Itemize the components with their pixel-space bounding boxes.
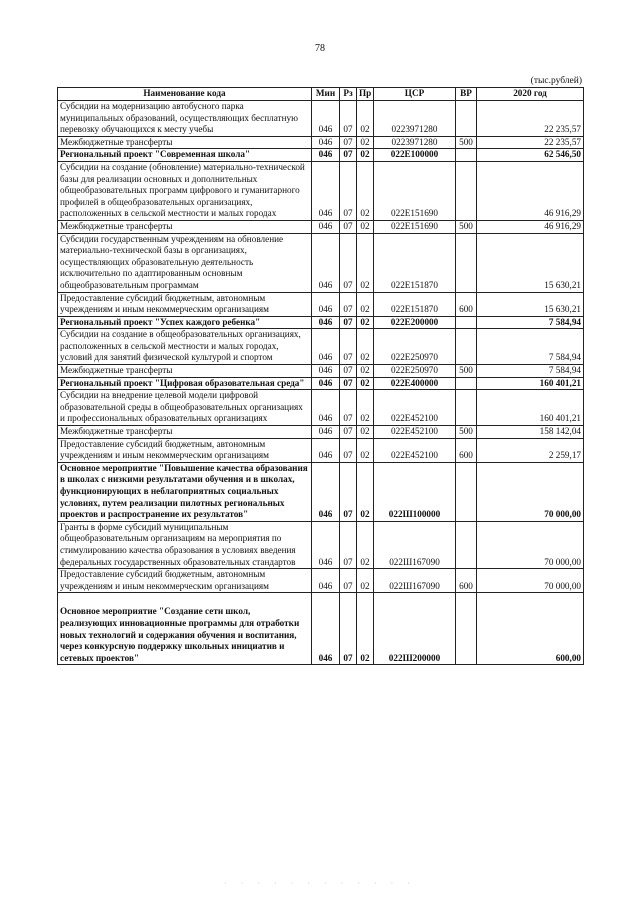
cell-vr: 600: [456, 438, 477, 462]
cell-name: Межбюджетные трансферты: [58, 136, 312, 149]
cell-pr: 02: [357, 233, 374, 292]
table-body: [58, 101, 584, 665]
cell-csr: 0223971280: [374, 136, 456, 149]
cell-csr: 022Е151870: [374, 292, 456, 316]
cell-name: Межбюджетные трансферты: [58, 365, 312, 378]
cell-vr: [456, 161, 477, 220]
scan-marks: · · · · · · · · · · · ·: [224, 879, 416, 888]
cell-csr: 022Е452100: [374, 390, 456, 426]
table-row: [58, 136, 584, 149]
cell-amount: 70 000,00: [477, 462, 584, 521]
cell-pr: 02: [357, 462, 374, 521]
table-row: [58, 233, 584, 292]
table-row: [58, 220, 584, 233]
cell-vr: [456, 101, 477, 137]
cell-pr: 02: [357, 292, 374, 316]
header-amount: 2020 год: [477, 88, 584, 101]
cell-rz: 07: [340, 426, 357, 439]
table-row: [58, 438, 584, 462]
cell-pr: 02: [357, 438, 374, 462]
cell-vr: 500: [456, 365, 477, 378]
page-number: 78: [315, 43, 325, 54]
cell-amount: 15 630,21: [477, 292, 584, 316]
cell-csr: 022Е151690: [374, 161, 456, 220]
cell-rz: 07: [340, 390, 357, 426]
cell-name: Предоставление субсидий бюджетным, автономным учреждениям и иным некоммерческим организациям: [58, 569, 312, 593]
cell-rz: 07: [340, 365, 357, 378]
budget-table: [57, 87, 584, 665]
table-row: [58, 161, 584, 220]
cell-csr: 0223971280: [374, 101, 456, 137]
cell-pr: 02: [357, 426, 374, 439]
cell-vr: [456, 390, 477, 426]
cell-name: Региональный проект "Современная школа": [58, 149, 312, 162]
cell-amount: 7 584,94: [477, 365, 584, 378]
cell-name: Региональный проект "Успех каждого ребенка": [58, 316, 312, 329]
cell-pr: 02: [357, 521, 374, 568]
cell-pr: 02: [357, 390, 374, 426]
cell-rz: 07: [340, 329, 357, 365]
cell-amount: 46 916,29: [477, 161, 584, 220]
cell-pr: 02: [357, 365, 374, 378]
cell-name: Региональный проект "Цифровая образовательная среда": [58, 377, 312, 390]
cell-min: 046: [312, 316, 340, 329]
cell-pr: 02: [357, 220, 374, 233]
cell-rz: 07: [340, 316, 357, 329]
cell-min: 046: [312, 292, 340, 316]
cell-name: Субсидии на создание (обновление) материально-технической базы для реализации основных и дополнительных общеобразовательных программ цифрового и гуманитарного профилей в общеобразовательных организациях, расположенных в сельской местности и малых городах: [58, 161, 312, 220]
table-row: [58, 377, 584, 390]
cell-amount: 158 142,04: [477, 426, 584, 439]
cell-csr: 022Е151690: [374, 220, 456, 233]
table-row: [58, 462, 584, 521]
header-pr: Пр: [357, 88, 374, 101]
header-name: Наименование кода: [58, 88, 312, 101]
cell-rz: 07: [340, 161, 357, 220]
cell-amount: 46 916,29: [477, 220, 584, 233]
table-row: [58, 149, 584, 162]
table-row: [58, 521, 584, 568]
table-row: [58, 390, 584, 426]
cell-csr: 022Е250970: [374, 329, 456, 365]
cell-name: Гранты в форме субсидий муниципальным общеобразовательным организациям на мероприятия по стимулированию качества образования в условиях введения федеральных государственных образовательных стандартов: [58, 521, 312, 568]
table-row: [58, 101, 584, 137]
cell-amount: 22 235,57: [477, 136, 584, 149]
cell-min: 046: [312, 377, 340, 390]
cell-vr: 600: [456, 569, 477, 593]
cell-name: Основное мероприятие "Повышение качества образования в школах с низкими результатами обучения и в школах, функционирующих в неблагоприятных социальных условиях, путем реализации пилотных региональных проектов и распространение их результатов": [58, 462, 312, 521]
cell-pr: 02: [357, 161, 374, 220]
table-row: [58, 569, 584, 593]
table-row: [58, 316, 584, 329]
cell-rz: 07: [340, 593, 357, 665]
cell-csr: 022Е400000: [374, 377, 456, 390]
cell-amount: 160 401,21: [477, 390, 584, 426]
cell-csr: 022Е452100: [374, 426, 456, 439]
cell-amount: 70 000,00: [477, 569, 584, 593]
table-row: [58, 426, 584, 439]
cell-csr: 022Е452100: [374, 438, 456, 462]
cell-pr: 02: [357, 101, 374, 137]
header-rz: Рз: [340, 88, 357, 101]
cell-csr: 022Е100000: [374, 149, 456, 162]
table-row: [58, 292, 584, 316]
cell-rz: 07: [340, 136, 357, 149]
cell-vr: 600: [456, 292, 477, 316]
cell-pr: 02: [357, 569, 374, 593]
cell-pr: 02: [357, 593, 374, 665]
cell-csr: 022Е250970: [374, 365, 456, 378]
cell-min: 046: [312, 149, 340, 162]
cell-min: 046: [312, 365, 340, 378]
cell-pr: 02: [357, 149, 374, 162]
cell-pr: 02: [357, 136, 374, 149]
cell-name: Межбюджетные трансферты: [58, 426, 312, 439]
cell-rz: 07: [340, 569, 357, 593]
cell-csr: 022Е151870: [374, 233, 456, 292]
cell-amount: 22 235,57: [477, 101, 584, 137]
cell-min: 046: [312, 220, 340, 233]
cell-name: Предоставление субсидий бюджетным, автономным учреждениям и иным некоммерческим организациям: [58, 292, 312, 316]
header-csr: ЦСР: [374, 88, 456, 101]
cell-rz: 07: [340, 149, 357, 162]
cell-amount: 7 584,94: [477, 316, 584, 329]
cell-vr: [456, 521, 477, 568]
cell-csr: 022Ш167090: [374, 569, 456, 593]
cell-amount: 70 000,00: [477, 521, 584, 568]
cell-amount: 160 401,21: [477, 377, 584, 390]
cell-vr: [456, 329, 477, 365]
unit-note: (тыс.рублей): [530, 76, 582, 86]
cell-name: Основное мероприятие "Создание сети школ, реализующих инновационные программы для отработки новых технологий и содержания обучения и воспитания, через конкурсную поддержку школьных инициатив и сетевых проектов": [58, 593, 312, 665]
cell-min: 046: [312, 390, 340, 426]
cell-vr: [456, 593, 477, 665]
table-header-row: [58, 88, 584, 101]
table-row: [58, 329, 584, 365]
cell-amount: 2 259,17: [477, 438, 584, 462]
cell-rz: 07: [340, 292, 357, 316]
table-row: [58, 593, 584, 665]
cell-amount: 7 584,94: [477, 329, 584, 365]
cell-min: 046: [312, 438, 340, 462]
cell-csr: 022Ш167090: [374, 521, 456, 568]
cell-name: Субсидии на модернизацию автобусного парка муниципальных образований, осуществляющих бесплатную перевозку обучающихся к месту учебы: [58, 101, 312, 137]
cell-min: 046: [312, 569, 340, 593]
cell-min: 046: [312, 233, 340, 292]
cell-min: 046: [312, 593, 340, 665]
cell-name: Субсидии государственным учреждениям на обновление материально-технической базы в организациях, осуществляющих образовательную деятельность исключительно по адаптированным основным общеобразовательным программам: [58, 233, 312, 292]
cell-min: 046: [312, 161, 340, 220]
cell-rz: 07: [340, 521, 357, 568]
cell-rz: 07: [340, 377, 357, 390]
cell-vr: 500: [456, 426, 477, 439]
cell-rz: 07: [340, 462, 357, 521]
cell-amount: 62 546,50: [477, 149, 584, 162]
cell-name: Межбюджетные трансферты: [58, 220, 312, 233]
header-min: Мин: [312, 88, 340, 101]
cell-vr: [456, 316, 477, 329]
cell-vr: 500: [456, 220, 477, 233]
cell-name: Субсидии на создание в общеобразовательных организациях, расположенных в сельской местности и малых городах, условий для занятий физической культурой и спортом: [58, 329, 312, 365]
cell-vr: 500: [456, 136, 477, 149]
cell-rz: 07: [340, 233, 357, 292]
cell-name: Предоставление субсидий бюджетным, автономным учреждениям и иным некоммерческим организациям: [58, 438, 312, 462]
cell-vr: [456, 377, 477, 390]
cell-min: 046: [312, 521, 340, 568]
cell-pr: 02: [357, 377, 374, 390]
cell-vr: [456, 149, 477, 162]
cell-vr: [456, 233, 477, 292]
cell-name: Субсидии на внедрение целевой модели цифровой образовательной среды в общеобразовательных организациях и профессиональных образовательных организациях: [58, 390, 312, 426]
cell-min: 046: [312, 136, 340, 149]
cell-min: 046: [312, 426, 340, 439]
cell-csr: 022Ш100000: [374, 462, 456, 521]
cell-min: 046: [312, 462, 340, 521]
cell-pr: 02: [357, 316, 374, 329]
cell-amount: 600,00: [477, 593, 584, 665]
cell-pr: 02: [357, 329, 374, 365]
header-vr: ВР: [456, 88, 477, 101]
cell-rz: 07: [340, 438, 357, 462]
cell-min: 046: [312, 329, 340, 365]
cell-vr: [456, 462, 477, 521]
cell-rz: 07: [340, 220, 357, 233]
cell-amount: 15 630,21: [477, 233, 584, 292]
cell-csr: 022Ш200000: [374, 593, 456, 665]
cell-csr: 022Е200000: [374, 316, 456, 329]
cell-rz: 07: [340, 101, 357, 137]
table-row: [58, 365, 584, 378]
cell-min: 046: [312, 101, 340, 137]
